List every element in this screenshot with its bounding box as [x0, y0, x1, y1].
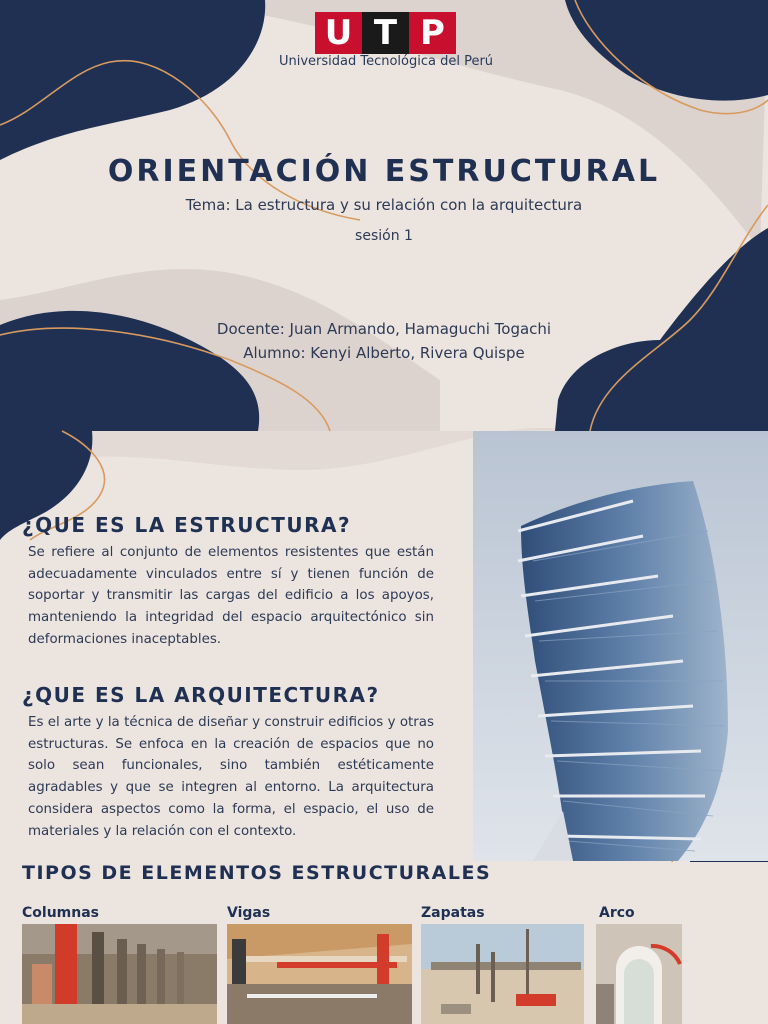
university-name: Universidad Tecnológica del Perú: [278, 54, 494, 69]
beams-photo: [227, 924, 412, 1024]
types-heading: TIPOS DE ELEMENTOS ESTRUCTURALES: [22, 862, 492, 884]
type-label-arco: Arco: [599, 905, 635, 921]
session-label: sesión 1: [355, 228, 413, 244]
teacher-name: Docente: Juan Armando, Hamaguchi Togachi: [216, 320, 552, 338]
logo-letter-u: U: [324, 13, 353, 53]
type-label-zapatas: Zapatas: [421, 905, 485, 921]
type-label-columnas: Columnas: [22, 905, 99, 921]
section-architecture-body: Es el arte y la técnica de diseñar y construir edificios y otras estructuras. Se enfoca en la creación de espacios que no solo sean funcionales, sino también estéticamente agradables y que se integren al entorno. La arquitectura considera aspectos como la forma, el espacio, el uso de materiales y la relación con el contexto.: [28, 715, 434, 839]
arch-photo: [596, 924, 682, 1024]
section-structure-body: Se refiere al conjunto de elementos resistentes que están adecuadamente vinculados entre sí y tienen función de soportar y transmitir las cargas del edificio a los apoyos, manteniendo la integridad del espacio arquitectónico sin deformaciones inaceptables.: [28, 545, 434, 647]
page-title: ORIENTACIÓN ESTRUCTURAL: [107, 154, 661, 189]
logo-letter-t: T: [362, 12, 409, 54]
footings-photo: [421, 924, 584, 1024]
page-subtitle: Tema: La estructura y su relación con la arquitectura: [185, 196, 583, 214]
section-structure-heading: ¿QUE ES LA ESTRUCTURA?: [22, 513, 352, 537]
student-name: Alumno: Kenyi Alberto, Rivera Quispe: [243, 344, 525, 362]
section-architecture-heading: ¿QUE ES LA ARQUITECTURA?: [22, 683, 380, 707]
twisting-tower-photo: [473, 431, 768, 861]
type-label-vigas: Vigas: [227, 905, 271, 921]
columns-photo: [22, 924, 217, 1024]
utp-logo: [315, 12, 456, 54]
logo-letter-p: P: [420, 13, 445, 53]
